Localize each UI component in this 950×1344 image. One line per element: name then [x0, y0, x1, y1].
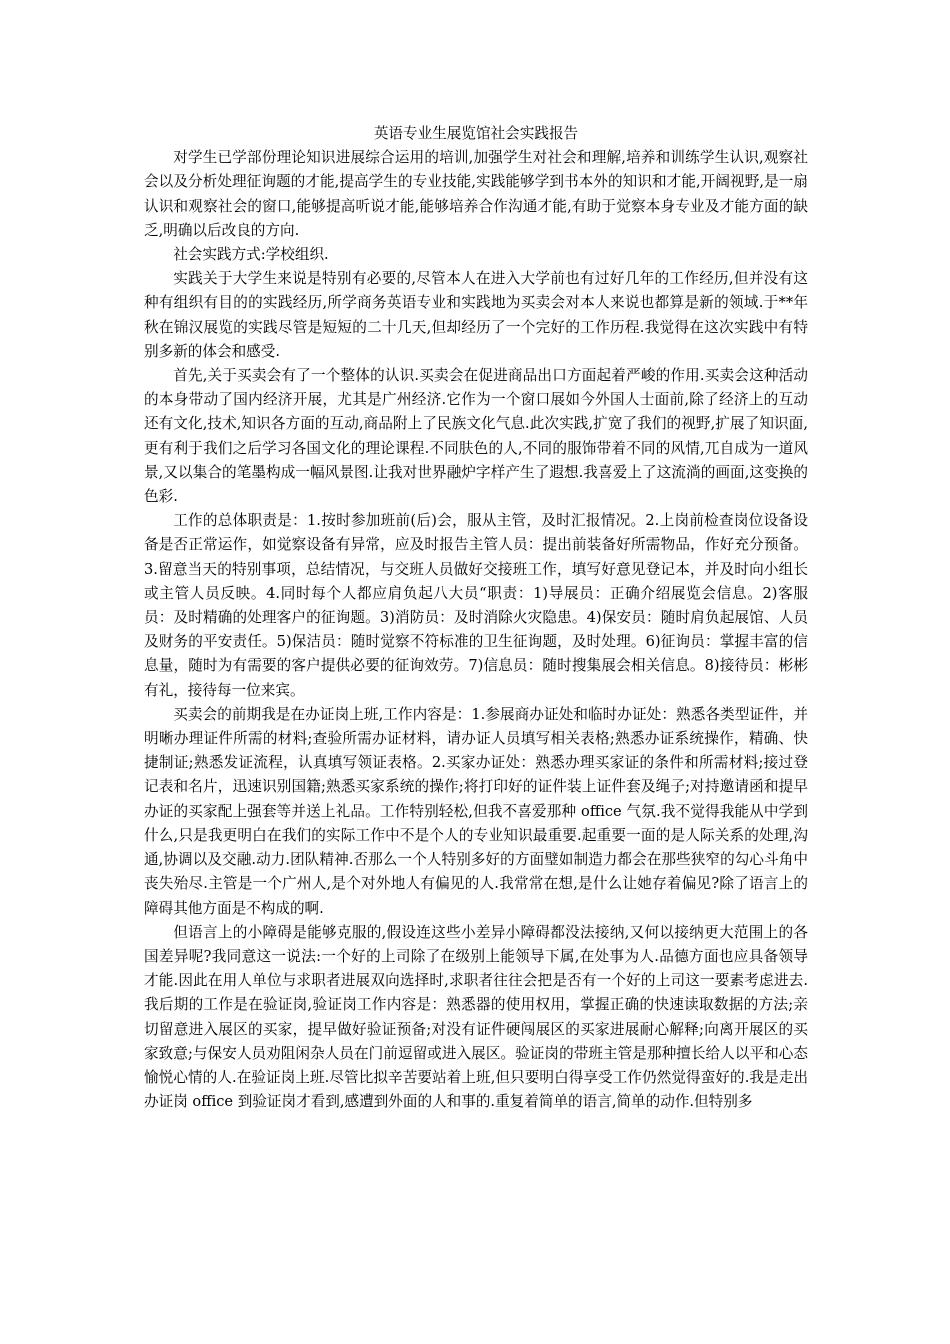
paragraph-method: 社会实践方式:学校组织.: [173, 246, 329, 264]
paragraph-fair-overview: 首先,关于买卖会有了一个整体的认识.买卖会在促进商品出口方面起着严峻的作用.买卖会这种活动的本身带动了国内经济开展，尤其是广州经济.它作为一个窗口展如今外国人士面前,除了经济上的互动还有文化,技术,知识各方面的互动,商品附上了民族文化气息.此次实践,扩宽了我们的视野,扩展了知识面,更有利于我们之后学习各国文化的理论课程.不同肤色的人,不同的服饰带着不同的风情,兀自成为一道风景,又以集合的笔墨构成一幅风景图.让我对世界融炉字样产生了遐想.我喜爱上了这流淌的画面,这变换的色彩.: [144, 367, 808, 506]
document-body: [144, 122, 808, 1114]
document-title: 英语专业生展览馆社会实践报告: [373, 125, 579, 142]
paragraph-purpose: 对学生已学部份理论知识进展综合运用的培训,加强学生对社会和理解,培养和训练学生认识,观察社会以及分析处理征询题的才能,提高学生的专业技能,实践能够学到书本外的知识和才能,开阔视野,是一扇认识和观察社会的窗口,能够提高听说才能,能够培养合作沟通才能,有助于觉察本身专业及才能方面的缺乏,明确以后改良的方向.: [144, 149, 808, 239]
paragraph-later-work: 但语言上的小障碍是能够克服的,假设连这些小差异小障碍都没法接纳,又何以接纳更大范围上的各国差异呢?我同意这一说法:一个好的上司除了在级别上能领导下属,在处事为人.品德方面也应具备领导才能.因此在用人单位与求职者进展双向选择时,求职者往往会把是否有一个好的上司这一要素考虑进去.我后期的工作是在验证岗,验证岗工作内容是：熟悉器的使用权用，掌握正确的快速读取数据的方法;亲切留意进入展区的买家，提早做好验证预备;对没有证件硬闯展区的买家进展耐心解释;向离开展区的买家致意;与保安人员劝阻闲杂人员在门前逗留或进入展区。验证岗的带班主管是那种擅长给人以平和心态愉悦心情的人.在验证岗上班.尽管比拟辛苦要站着上班,但只要明白得享受工作仍然觉得蛮好的.我是走出办证岗 office 到验证岗才看到,感遭到外面的人和事的.重复着简单的语言,简单的动作.但特别多: [144, 923, 808, 1111]
paragraph-experience: 实践关于大学生来说是特别有必要的,尽管本人在进入大学前也有过好几年的工作经历,但并没有这种有组织有目的的实践经历,所学商务英语专业和实践地为买卖会对本人来说也都算是新的领域.于**年秋在锦汉展览的实践尽管是短短的二十几天,但却经历了一个完好的工作历程.我觉得在这次实践中有特别多新的体会和感受.: [144, 270, 808, 360]
paragraph-early-work: 买卖会的前期我是在办证岗上班,工作内容是：1.参展商办证处和临时办证处：熟悉各类型证件，并明晰办理证件所需的材料;查验所需办证材料，请办证人员填写相关表格;熟悉办证系统操作，精确、快捷制证;熟悉发证流程，认真填写领证表格。2.买家办证处：熟悉办理买家证的条件和所需材料;接过登记表和名片，迅速识别国籍;熟悉买家系统的操作;将打印好的证件装上证件套及绳子;对持邀请函和提早办证的买家配上强套等并送上礼品。工作特别轻松,但我不喜爱那种 office 气氛.我不觉得我能从中学到什么,只是我更明白在我们的实际工作中不是个人的专业知识最重要.起重要一面的是人际关系的处理,沟通,协调以及交融.动力.团队精神.否那么一个人特别多好的方面璧如制造力都会在那些狭窄的勾心斗角中丧失殆尽.主管是一个广州人,是个对外地人有偏见的人.我常常在想,是什么让她存着偏见?除了语言上的障碍其他方面是不构成的啊.: [144, 705, 808, 917]
paragraph-duties: 工作的总体职责是：1.按时参加班前(后)会，服从主管，及时汇报情况。2.上岗前检查岗位设备设备是否正常运作，如觉察设备有异常，应及时报告主管人员：提出前装备好所需物品，作好充分预备。3.留意当天的特别事项，总结情况，与交班人员做好交接班工作，填写好意见登记本，并及时向小组长或主管人员反映。4.同时每个人都应肩负起八大员“职责：1)导展员：正确介绍展览会信息。2)客服员：及时精确的处理客户的征询题。3)消防员：及时消除火灾隐患。4)保安员：随时肩负起展馆、人员及财务的平安责任。5)保洁员：随时觉察不符标准的卫生征询题，及时处理。6)征询员：掌握丰富的信息量，随时为有需要的客户提供必要的征询效劳。7)信息员：随时搜集展会相关信息。8)接待员：彬彬有礼，接待每一位来宾。: [144, 512, 808, 699]
